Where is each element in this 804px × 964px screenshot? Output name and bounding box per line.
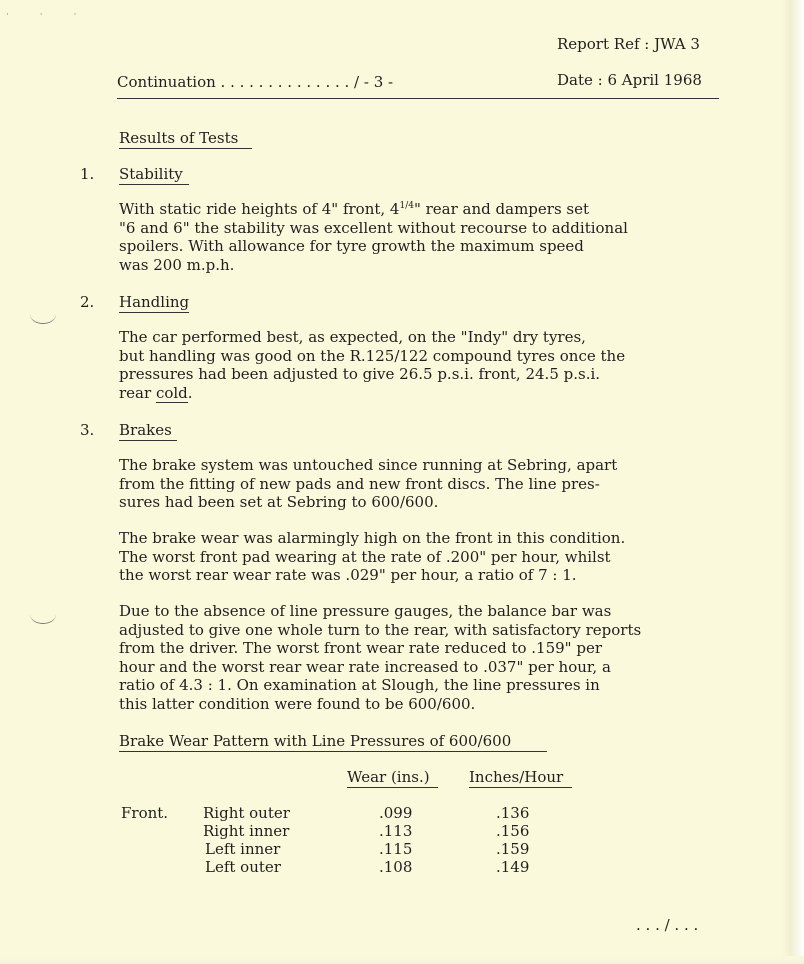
text-line: from the fitting of new pads and new front discs. The line pres- [119,474,600,493]
row-wear-value: .099 [379,804,413,822]
text-line: the worst rear wear rate was .029" per hour, a ratio of 7 : 1. [119,566,577,584]
section-number: 3. [80,421,95,439]
header-rule [117,98,719,99]
row-position: Right outer [203,804,290,822]
row-position: Left outer [205,858,281,876]
text-line: was 200 m.p.h. [119,255,235,274]
text-line: this latter condition were found to be 600/600. [119,694,476,713]
report-ref: Report Ref : JWA 3 [557,35,700,53]
text-line: sures had been set at Sebring to 600/600. [119,493,439,511]
row-position: Right inner [203,822,290,840]
report-date: Date : 6 April 1968 [557,71,702,89]
text-line: The brake wear was alarmingly high on the front in this condition. [119,529,626,547]
text-line: hour and the worst rear wear rate increased to .037" per hour, a [119,657,611,676]
text-line: The worst front pad wearing at the rate of .200" per hour, whilst [119,547,611,566]
row-wear-value: .108 [379,858,413,876]
footer-continuation: . . . / . . . [636,916,699,934]
text-line: adjusted to give one whole turn to the rear, with satisfactory reports [119,620,642,639]
text-line: from the driver. The worst front wear rate reduced to .159" per [119,639,602,657]
text-line: With static ride heights of 4" front, $4^{1/4}$" rear and dampers set [119,200,590,218]
text-line: but handling was good on the R.125/122 compound tyres once the [119,346,626,365]
row-wear-value: .115 [379,840,413,858]
page-edge [782,0,804,964]
text-line: Due to the absence of line pressure gauges, the balance bar was [119,602,612,620]
wear-table-title: Brake Wear Pattern with Line Pressures of 600/600 [119,732,547,752]
margin-specks: · · · [6,10,91,20]
row-wear-value: .113 [379,822,413,840]
results-heading: Results of Tests [119,129,252,149]
text-line: pressures had been adjusted to give 26.5 p.s.i. front, 24.5 p.s.i. [119,365,601,383]
stability-paragraph [119,200,628,274]
row-rate-value: .156 [496,822,530,840]
brakes-paragraph-1 [119,456,617,512]
page-bottom-edge [0,956,804,964]
punch-hole-mark [30,305,56,324]
handling-paragraph [119,328,625,402]
text-line: The car performed best, as expected, on the "Indy" dry tyres, [119,328,586,346]
row-group-front: Front. [121,804,169,822]
row-rate-value: .136 [496,804,530,822]
column-header-wear: Wear (ins.) [347,768,438,788]
section-number: 1. [80,165,95,183]
section-title-handling: Handling [119,293,190,311]
text-line: rear cold. [119,383,193,402]
text-line: spoilers. With allowance for tyre growth the maximum speed [119,237,584,255]
row-rate-value: .149 [496,858,530,876]
row-rate-value: .159 [496,840,530,858]
column-header-rate: Inches/Hour [469,768,572,788]
section-number: 2. [80,293,95,311]
brakes-paragraph-3 [119,602,641,713]
continuation-page-number: Continuation . . . . . . . . . . . . . . / - 3 - [117,73,394,91]
brakes-paragraph-2 [119,529,625,585]
text-line: "6 and 6" the stability was excellent without recourse to additional [119,218,628,237]
text-line: The brake system was untouched since running at Sebring, apart [119,456,618,474]
punch-hole-mark [30,605,56,624]
text-line: ratio of 4.3 : 1. On examination at Slough, the line pressures in [119,676,600,694]
row-position: Left inner [205,840,281,858]
section-title-stability: Stability [119,165,189,185]
section-title-brakes: Brakes [119,421,177,441]
